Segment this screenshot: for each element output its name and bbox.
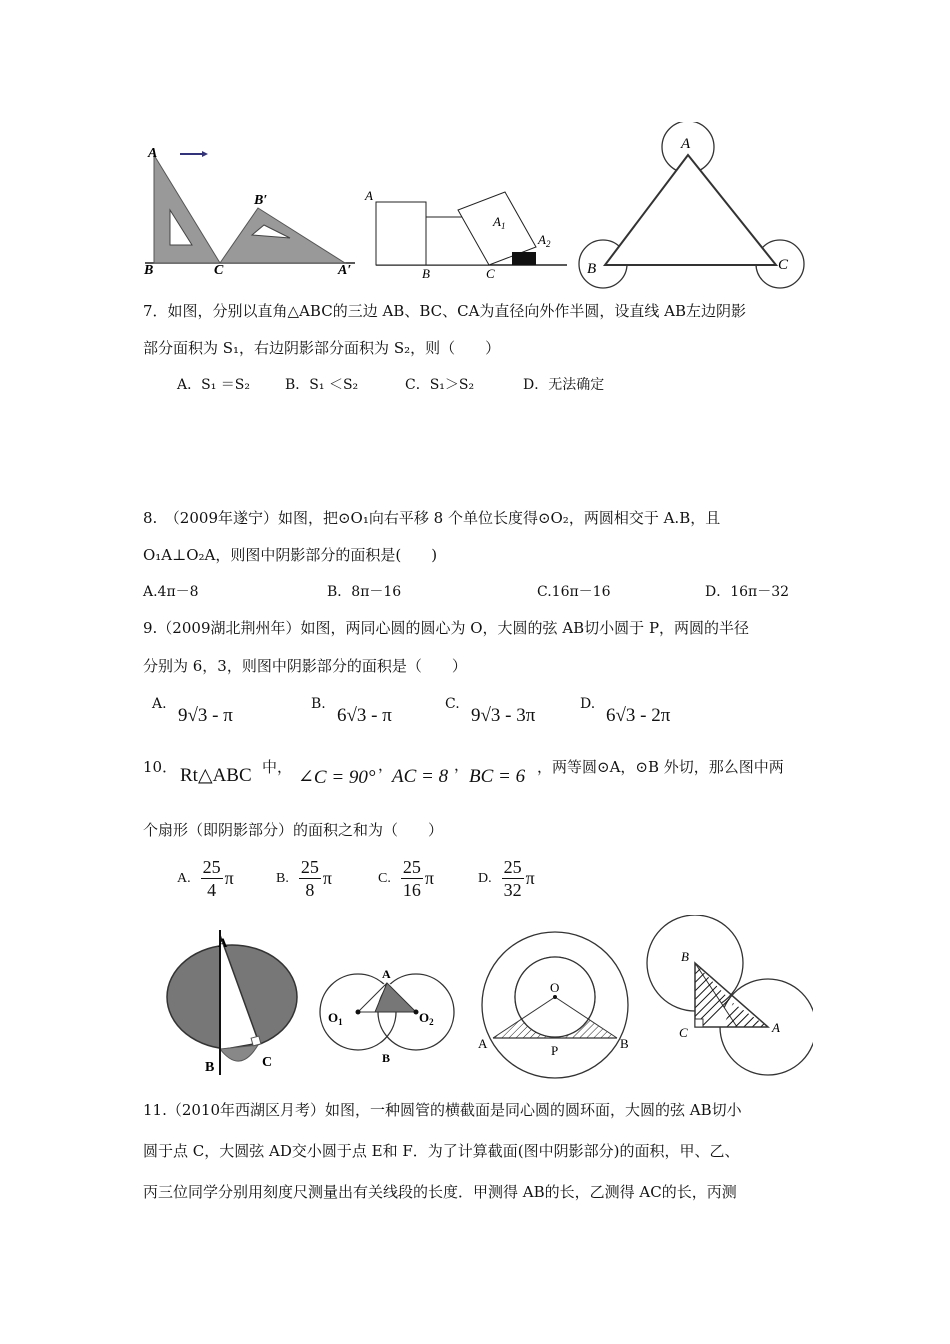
- q8-line2: O₁A⊥O₂A，则图中阴影部分的面积是( ): [143, 546, 438, 564]
- q10-line2: 个扇形（即阴影部分）的面积之和为（ ）: [143, 821, 444, 839]
- q9-line2: 分别为 6，3，则图中阴影部分的面积是（ ）: [143, 657, 467, 675]
- q10-rt-triangle: Rt△ABC: [180, 765, 252, 786]
- figure-rolling-rectangle: [362, 180, 577, 280]
- q10-option-c: [378, 857, 434, 900]
- pi-symbol: π: [525, 868, 535, 888]
- label-b: B: [620, 1036, 629, 1051]
- q10-ac: AC = 8: [392, 766, 449, 787]
- label-a: A: [681, 136, 691, 152]
- label-c: C: [214, 263, 224, 278]
- label-a: A: [382, 967, 391, 981]
- pi-symbol: π: [424, 868, 434, 888]
- q10-zhong: 中，: [262, 758, 293, 776]
- figure-triangle-circles: [575, 122, 810, 290]
- q10-sep1: ，: [378, 756, 394, 774]
- label-c: C: [679, 1025, 688, 1040]
- q11-line1: 11.（2010年西湖区月考）如图，一种圆管的横截面是同心圆的圆环面，大圆的弦 AB切小: [143, 1101, 742, 1119]
- figure-right-triangle-circles: [643, 915, 813, 1085]
- q7-line2: 部分面积为 S₁，右边阴影部分面积为 S₂，则（ ）: [143, 339, 501, 357]
- option-letter: D.: [478, 870, 492, 886]
- q10-number: 10．: [143, 758, 178, 776]
- label-a2: $A_2$: [538, 232, 551, 249]
- q8-line1: 8. （2009年遂宁）如图，把⊙O₁向右平移 8 个单位长度得⊙O₂，两圆相交于 A.B，且: [143, 509, 721, 527]
- numerator: 25: [503, 857, 522, 877]
- q9-option-d-letter: D.: [580, 696, 596, 712]
- numerator: 25: [202, 857, 221, 877]
- figure-two-circles: [315, 960, 465, 1070]
- q9-option-d-value: 6√3 - 2π: [606, 705, 671, 726]
- q11-line2: 圆于点 C，大圆弦 AD交小圆于点 E和 F．为了计算截面(图中阴影部分)的面积，甲、乙、: [143, 1142, 740, 1160]
- q7-option-a: A．S₁ ＝S₂: [177, 377, 250, 393]
- option-letter: B.: [276, 870, 289, 886]
- label-c: C: [486, 266, 495, 280]
- q9-option-a-value: 9√3 - π: [178, 705, 233, 726]
- q7-option-c: C．S₁＞S₂: [405, 377, 475, 393]
- label-a: A: [218, 935, 228, 950]
- q8-option-a: A.4π－8: [143, 584, 199, 600]
- option-letter: A.: [177, 870, 191, 886]
- figure-concentric-circles: [473, 925, 638, 1085]
- figure-rotating-triangles: [140, 140, 365, 280]
- denominator: 4: [207, 880, 217, 900]
- label-c: C: [262, 1055, 273, 1070]
- label-p: P: [551, 1043, 559, 1058]
- label-b: B: [205, 1060, 215, 1075]
- q10-tail: ，两等圆⊙A，⊙B 外切，那么图中两: [537, 758, 784, 776]
- q8-option-b: B．8π－16: [327, 584, 402, 600]
- label-b: B: [422, 266, 430, 280]
- q10-sep2: ，: [454, 756, 470, 774]
- label-a1: $A_1$: [493, 214, 506, 231]
- q10-option-b: [276, 857, 332, 900]
- label-a: A: [365, 188, 373, 203]
- figure-semicircles-triangle: [160, 925, 305, 1080]
- q7-line1: 7．如图，分别以直角△ABC的三边 AB、BC、CA为直径向外作半圆，设直线 AB左边阴影: [143, 302, 747, 320]
- q9-option-b-value: 6√3 - π: [337, 705, 392, 726]
- q9-option-b-letter: B.: [311, 696, 326, 712]
- q9-option-a-letter: A.: [152, 696, 167, 712]
- q7-option-b: B．S₁ ＜S₂: [285, 377, 359, 393]
- q9-option-c-value: 9√3 - 3π: [471, 705, 536, 726]
- q8-option-c: C.16π－16: [537, 584, 611, 600]
- label-b: B: [144, 263, 154, 278]
- label-b: B: [587, 261, 597, 277]
- q8-option-d: D．16π－32: [705, 584, 790, 600]
- q10-option-a: [177, 857, 234, 900]
- label-o1: $O_1$: [328, 1010, 343, 1027]
- q9-line1: 9.（2009湖北荆州年）如图，两同心圆的圆心为 O，大圆的弦 AB切小圆于 P，两圆的半径: [143, 619, 750, 637]
- label-b: B: [681, 949, 689, 964]
- q7-option-d: D．无法确定: [523, 377, 605, 393]
- label-b-prime: B′: [254, 193, 268, 208]
- label-a: A: [478, 1036, 488, 1051]
- denominator: 16: [402, 880, 421, 900]
- pi-symbol: π: [322, 868, 332, 888]
- label-a-prime: A′: [338, 263, 352, 278]
- q10-angle-c: ∠C = 90°: [298, 767, 376, 788]
- label-c: C: [778, 257, 789, 273]
- pi-symbol: π: [224, 868, 234, 888]
- label-a: A: [772, 1020, 780, 1035]
- option-letter: C.: [378, 870, 391, 886]
- denominator: 8: [305, 880, 315, 900]
- denominator: 32: [503, 880, 522, 900]
- q9-option-c-letter: C.: [445, 696, 460, 712]
- q10-bc: BC = 6: [469, 766, 526, 787]
- q11-line3: 丙三位同学分别用刻度尺测量出有关线段的长度．甲测得 AB的长，乙测得 AC的长，丙测: [143, 1183, 737, 1201]
- numerator: 25: [300, 857, 319, 877]
- label-a: A: [148, 146, 158, 161]
- q10-option-d: [478, 857, 535, 900]
- label-o2: $O_2$: [419, 1010, 434, 1027]
- label-b: B: [382, 1051, 391, 1065]
- numerator: 25: [402, 857, 421, 877]
- label-o: O: [550, 980, 560, 995]
